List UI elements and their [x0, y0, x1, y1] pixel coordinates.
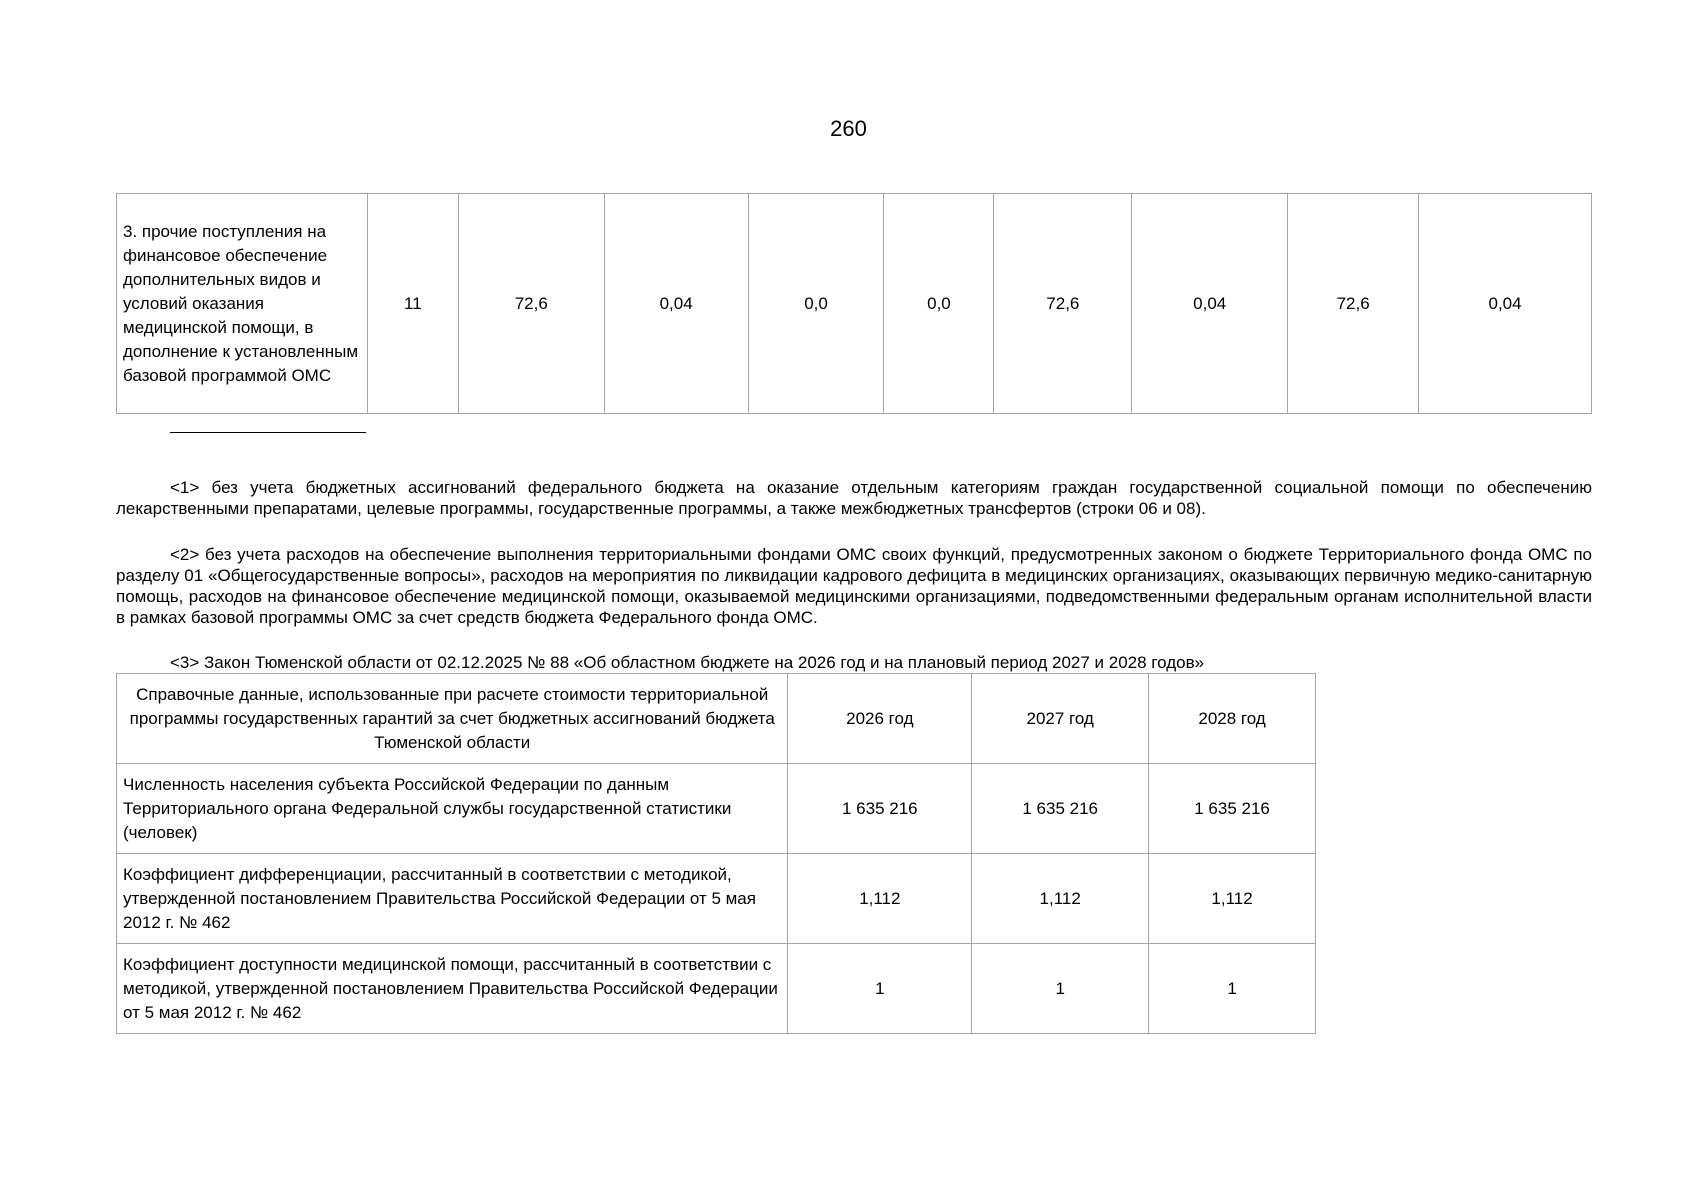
table-cell: 1 635 216	[788, 764, 972, 854]
table-cell: 0,04	[604, 194, 748, 414]
table-cell: 1 635 216	[972, 764, 1149, 854]
table-cell: 72,6	[458, 194, 604, 414]
financing-table	[116, 193, 1592, 414]
table-row	[117, 194, 1592, 414]
table-cell: 0,04	[1132, 194, 1288, 414]
table-cell: 72,6	[1288, 194, 1419, 414]
row-label: 3. прочие поступления на финансовое обеспечение дополнительных видов и условий оказания медицинской помощи, в дополнение к установленным базовой программой ОМС	[117, 194, 368, 414]
table-cell: 0,04	[1419, 194, 1592, 414]
year-header: 2028 год	[1149, 674, 1316, 764]
table-cell: 1	[788, 944, 972, 1034]
table-cell: 72,6	[994, 194, 1132, 414]
table-cell: 1,112	[972, 854, 1149, 944]
table-row	[117, 764, 1316, 854]
row-label: Коэффициент дифференциации, рассчитанный в соответствии с методикой, утвержденной постановлением Правительства Российской Федерации от 5 мая 2012 г. № 462	[117, 854, 788, 944]
table-header-row	[117, 674, 1316, 764]
table-cell: 0,0	[748, 194, 884, 414]
footnote-separator	[170, 432, 366, 433]
footnote-2: <2> без учета расходов на обеспечение выполнения территориальными фондами ОМС своих функций, предусмотренных законом о бюджете Территориального фонда ОМС по разделу 01 «Общегосударственные вопросы», расходов на мероприятия по ликвидации кадрового дефицита в медицинских организациях, оказывающих первичную медико-санитарную помощь, расходов на финансовое обеспечение медицинской помощи, оказываемой медицинскими организациями, подведомственными федеральным органам исполнительной власти в рамках базовой программы ОМС за счет средств бюджета Федерального фонда ОМС.	[116, 545, 1592, 627]
year-header: 2027 год	[972, 674, 1149, 764]
row-label: Коэффициент доступности медицинской помощи, рассчитанный в соответствии с методикой, утвержденной постановлением Правительства Российской Федерации от 5 мая 2012 г. № 462	[117, 944, 788, 1034]
table-cell: 1	[1149, 944, 1316, 1034]
table-cell: 0,0	[884, 194, 994, 414]
table-row	[117, 944, 1316, 1034]
table-cell: 1,112	[1149, 854, 1316, 944]
table-cell: 1	[972, 944, 1149, 1034]
table-cell: 1 635 216	[1149, 764, 1316, 854]
reference-data-table	[116, 673, 1316, 1034]
header-label: Справочные данные, использованные при расчете стоимости территориальной программы государственных гарантий за счет бюджетных ассигнований бюджета Тюменской области	[117, 674, 788, 764]
table-cell: 1,112	[788, 854, 972, 944]
page-number: 260	[830, 116, 867, 141]
row-label: Численность населения субъекта Российской Федерации по данным Территориального органа Федеральной службы государственной статистики (человек)	[117, 764, 788, 854]
year-header: 2026 год	[788, 674, 972, 764]
table-cell: 11	[367, 194, 458, 414]
footnote-1: <1> без учета бюджетных ассигнований федерального бюджета на оказание отдельным категориям граждан государственной социальной помощи по обеспечению лекарственными препаратами, целевые программы, государственные программы, а также межбюджетных трансфертов (строки 06 и 08).	[116, 478, 1592, 518]
footnote-3: <3> Закон Тюменской области от 02.12.2025 № 88 «Об областном бюджете на 2026 год и на плановый период 2027 и 2028 годов»	[170, 653, 1205, 672]
table-row	[117, 854, 1316, 944]
